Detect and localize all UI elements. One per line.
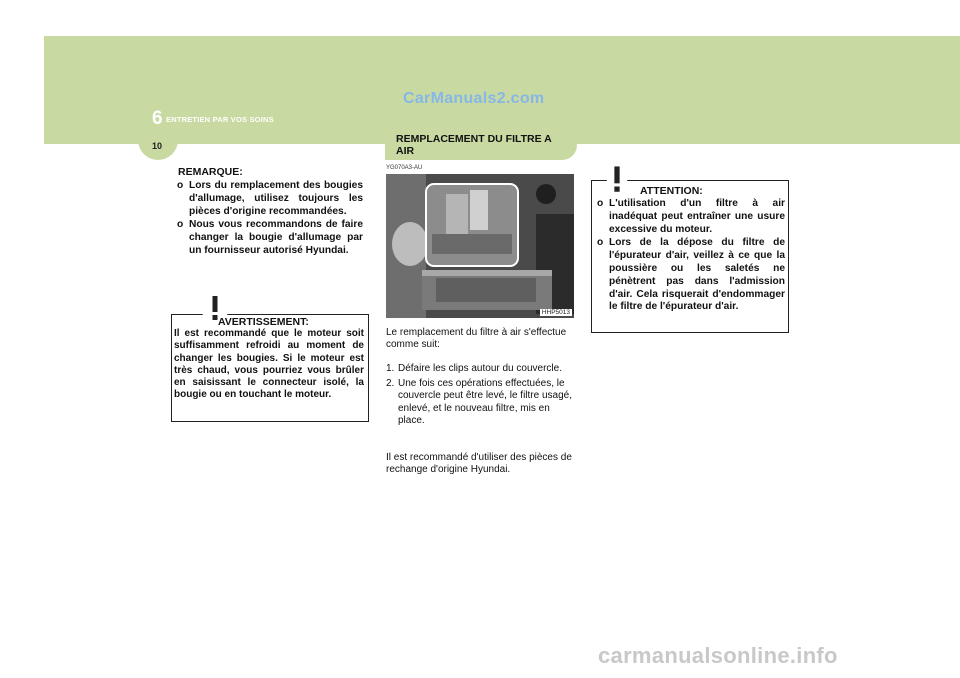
list-item-text: L'utilisation d'un filtre à air inadéquat peut entraîner une usure excessive du moteur. [609,198,785,235]
list-item [386,378,576,427]
list-item-text: Lors du remplacement des bougies d'allumage, utilisez toujours les pièces d'origine recommandées. [189,180,363,217]
list-item-text: Nous vous recommandons de faire changer la bougie d'allumage par un fournisseur autorisé Hyundai. [189,219,363,256]
bullet: o [177,219,184,231]
steps-list [386,363,576,430]
remarque-list [177,180,363,259]
step-number: 2. [386,378,395,390]
attention-list [597,198,785,315]
step-text: Défaire les clips autour du couvercle. [398,363,562,374]
page-number: 10 [152,141,163,151]
list-item [386,363,576,375]
list-item [597,198,785,236]
avertissement-title: AVERTISSEMENT: [218,316,309,328]
section-code: YG070A3-AU [386,165,423,171]
section-title: REMPLACEMENT DU FILTRE A AIR [396,133,552,157]
figure-label: HHP5013 [541,309,570,316]
list-item [597,237,785,314]
list-item-text: Lors de la dépose du filtre de l'épurateur d'air, veillez à ce que la poussière ou les saletés ne pénètrent pas dans l'admission d'air. Cela risquerait d'endommager le filtre de l'épurateur d'air. [609,237,785,313]
engine-photo [386,174,574,318]
avertissement-text: Il est recommandé que le moteur soit suffisamment refroidi au moment de changer les bougies. Si le moteur est très chaud, vous pourriez vous brûler en saisissant le connecteur isolé, la bougie ou en touchant le moteur. [174,328,364,401]
list-item [177,180,363,218]
chapter-title: ENTRETIEN PAR VOS SOINS [166,115,274,124]
chapter-number: 6 [152,108,163,129]
bullet: o [597,198,604,209]
watermark-top[interactable]: CarManuals2.com [403,90,545,107]
closing-paragraph: Il est recommandé d'utiliser des pièces de rechange d'origine Hyundai. [386,452,572,476]
remarque-title: REMARQUE: [178,166,243,178]
bullet: o [177,180,184,191]
engine-photo-illustration [386,174,574,318]
list-item [177,219,363,257]
intro-paragraph: Le remplacement du filtre à air s'effectue comme suit: [386,327,567,351]
attention-title: ATTENTION: [640,185,703,197]
watermark-bottom[interactable]: carmanualsonline.info [598,643,838,668]
step-text: Une fois ces opérations effectuées, le couvercle peut être levé, le filtre usagé, enlevé, et le nouveau filtre, mis en place. [398,378,572,426]
bullet: o [597,237,604,249]
step-number: 1. [386,363,395,374]
warning-icon [598,158,636,196]
